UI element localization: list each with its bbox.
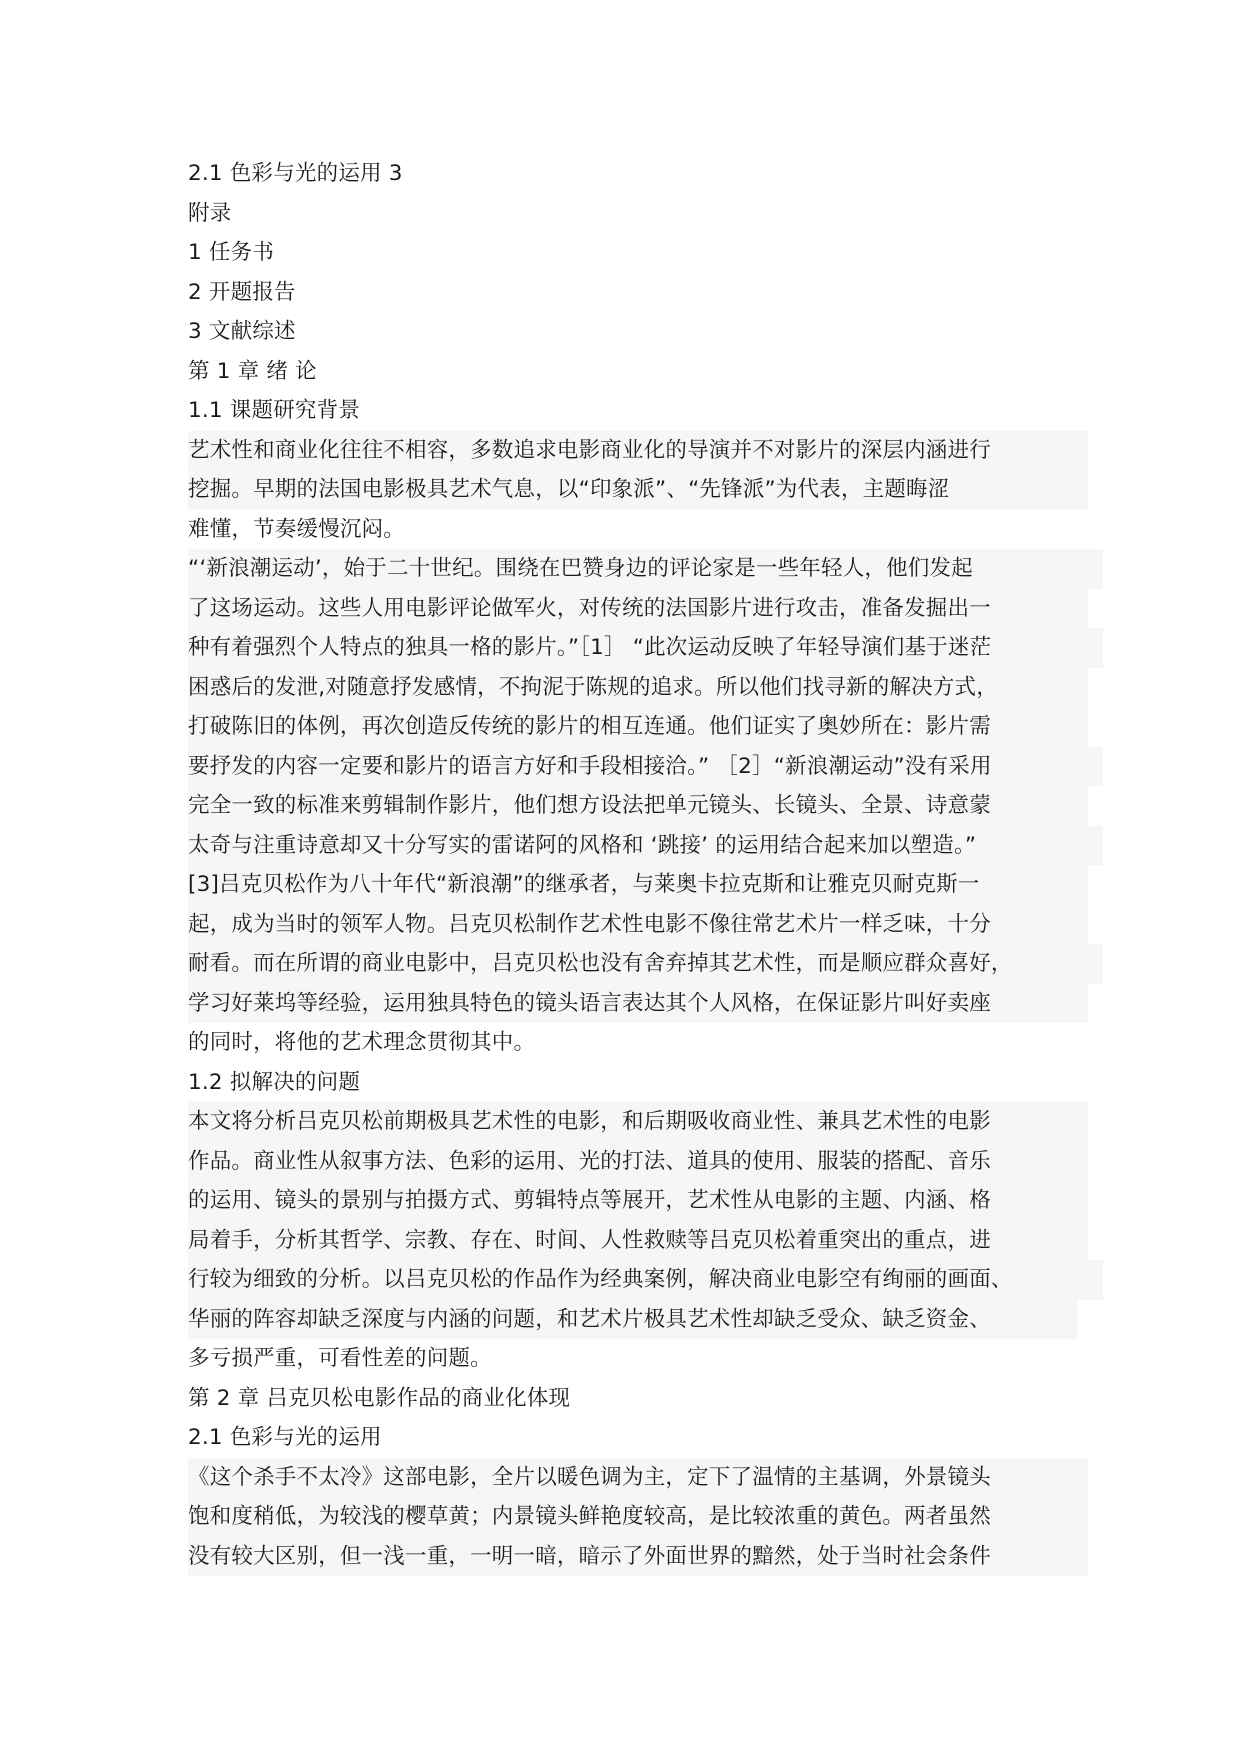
chapter-heading: 第 2 章 吕克贝松电影作品的商业化体现: [188, 1385, 571, 1411]
paragraph-line: “‘新浪潮运动’，始于二十世纪。围绕在巴赞身边的评论家是一些年轻人，他们发起: [188, 549, 1103, 589]
chapter-heading: 第 1 章 绪 论: [188, 358, 317, 384]
section-heading: 1.2 拟解决的问题: [188, 1069, 361, 1095]
appendix-heading: 附录: [188, 200, 232, 226]
paragraph-line: 学习好莱坞等经验，运用独具特色的镜头语言表达其个人风格，在保证影片叫好卖座: [188, 984, 1088, 1024]
document-body: [188, 154, 1088, 1576]
paragraph-line: 华丽的阵容却缺乏深度与内涵的问题，和艺术片极具艺术性却缺乏受众、缺乏资金、: [188, 1300, 1078, 1340]
paragraph-line: 《这个杀手不太冷》这部电影，全片以暖色调为主，定下了温情的主基调，外景镜头: [188, 1458, 1088, 1498]
paragraph-line: 挖掘。早期的法国电影极具艺术气息，以“印象派”、“先锋派”为代表，主题晦涩: [188, 470, 1088, 510]
paragraph-line: 困惑后的发泄,对随意抒发感情，不拘泥于陈规的追求。所以他们找寻新的解决方式，: [188, 668, 1088, 708]
paragraph-line: 多亏损严重，可看性差的问题。: [188, 1346, 492, 1371]
paragraph-line: 艺术性和商业化往往不相容，多数追求电影商业化的导演并不对影片的深层内涵进行: [188, 431, 1088, 471]
paragraph-line: 饱和度稍低，为较浅的樱草黄；内景镜头鲜艳度较高，是比较浓重的黄色。两者虽然: [188, 1497, 1088, 1537]
paragraph-line: 耐看。而在所谓的商业电影中，吕克贝松也没有舍弃掉其艺术性，而是顺应群众喜好，: [188, 944, 1103, 984]
section-heading: 1.1 课题研究背景: [188, 398, 361, 423]
paragraph-line: 的同时，将他的艺术理念贯彻其中。: [188, 1030, 536, 1055]
appendix-item: 3 文献综述: [188, 319, 296, 344]
paragraph-line: 要抒发的内容一定要和影片的语言方好和手段相接洽。” ［2］“新浪潮运动”没有采用: [188, 747, 1103, 787]
paragraph-line: 局着手，分析其哲学、宗教、存在、时间、人性救赎等吕克贝松着重突出的重点，进: [188, 1221, 1088, 1261]
section-heading: 2.1 色彩与光的运用: [188, 1425, 382, 1450]
paragraph-line: 难懂，节奏缓慢沉闷。: [188, 516, 406, 542]
paragraph-line: 完全一致的标准来剪辑制作影片，他们想方设法把单元镜头、长镜头、全景、诗意蒙: [188, 786, 1088, 826]
paragraph-line: 起，成为当时的领军人物。吕克贝松制作艺术性电影不像往常艺术片一样乏味，十分: [188, 905, 1088, 945]
paragraph-line: 打破陈旧的体例，再次创造反传统的影片的相互连通。他们证实了奥妙所在：影片需: [188, 707, 1088, 747]
paragraph-line: 种有着强烈个人特点的独具一格的影片。”［1］ “此次运动反映了年轻导演们基于迷茫: [188, 628, 1103, 668]
appendix-item: 1 任务书: [188, 240, 275, 265]
appendix-item: 2 开题报告: [188, 279, 296, 305]
paragraph-line: [3]吕克贝松作为八十年代“新浪潮”的继承者，与莱奥卡拉克斯和让雅克贝耐克斯一: [188, 865, 1088, 905]
paragraph-line: 太奇与注重诗意却又十分写实的雷诺阿的风格和 ‘跳接’ 的运用结合起来加以塑造。”: [188, 826, 1103, 866]
paragraph-line: 本文将分析吕克贝松前期极具艺术性的电影，和后期吸收商业性、兼具艺术性的电影: [188, 1102, 1088, 1142]
paragraph-line: 作品。商业性从叙事方法、色彩的运用、光的打法、道具的使用、服装的搭配、音乐: [188, 1142, 1088, 1182]
paragraph-line: 的运用、镜头的景别与拍摄方式、剪辑特点等展开，艺术性从电影的主题、内涵、格: [188, 1181, 1088, 1221]
toc-entry: 2.1 色彩与光的运用 3: [188, 161, 403, 186]
paragraph-line: 没有较大区别，但一浅一重，一明一暗，暗示了外面世界的黯然，处于当时社会条件: [188, 1537, 1088, 1577]
paragraph-line: 行较为细致的分析。以吕克贝松的作品作为经典案例，解决商业电影空有绚丽的画面、: [188, 1260, 1103, 1300]
paragraph-line: 了这场运动。这些人用电影评论做军火，对传统的法国影片进行攻击，准备发掘出一: [188, 589, 1088, 629]
